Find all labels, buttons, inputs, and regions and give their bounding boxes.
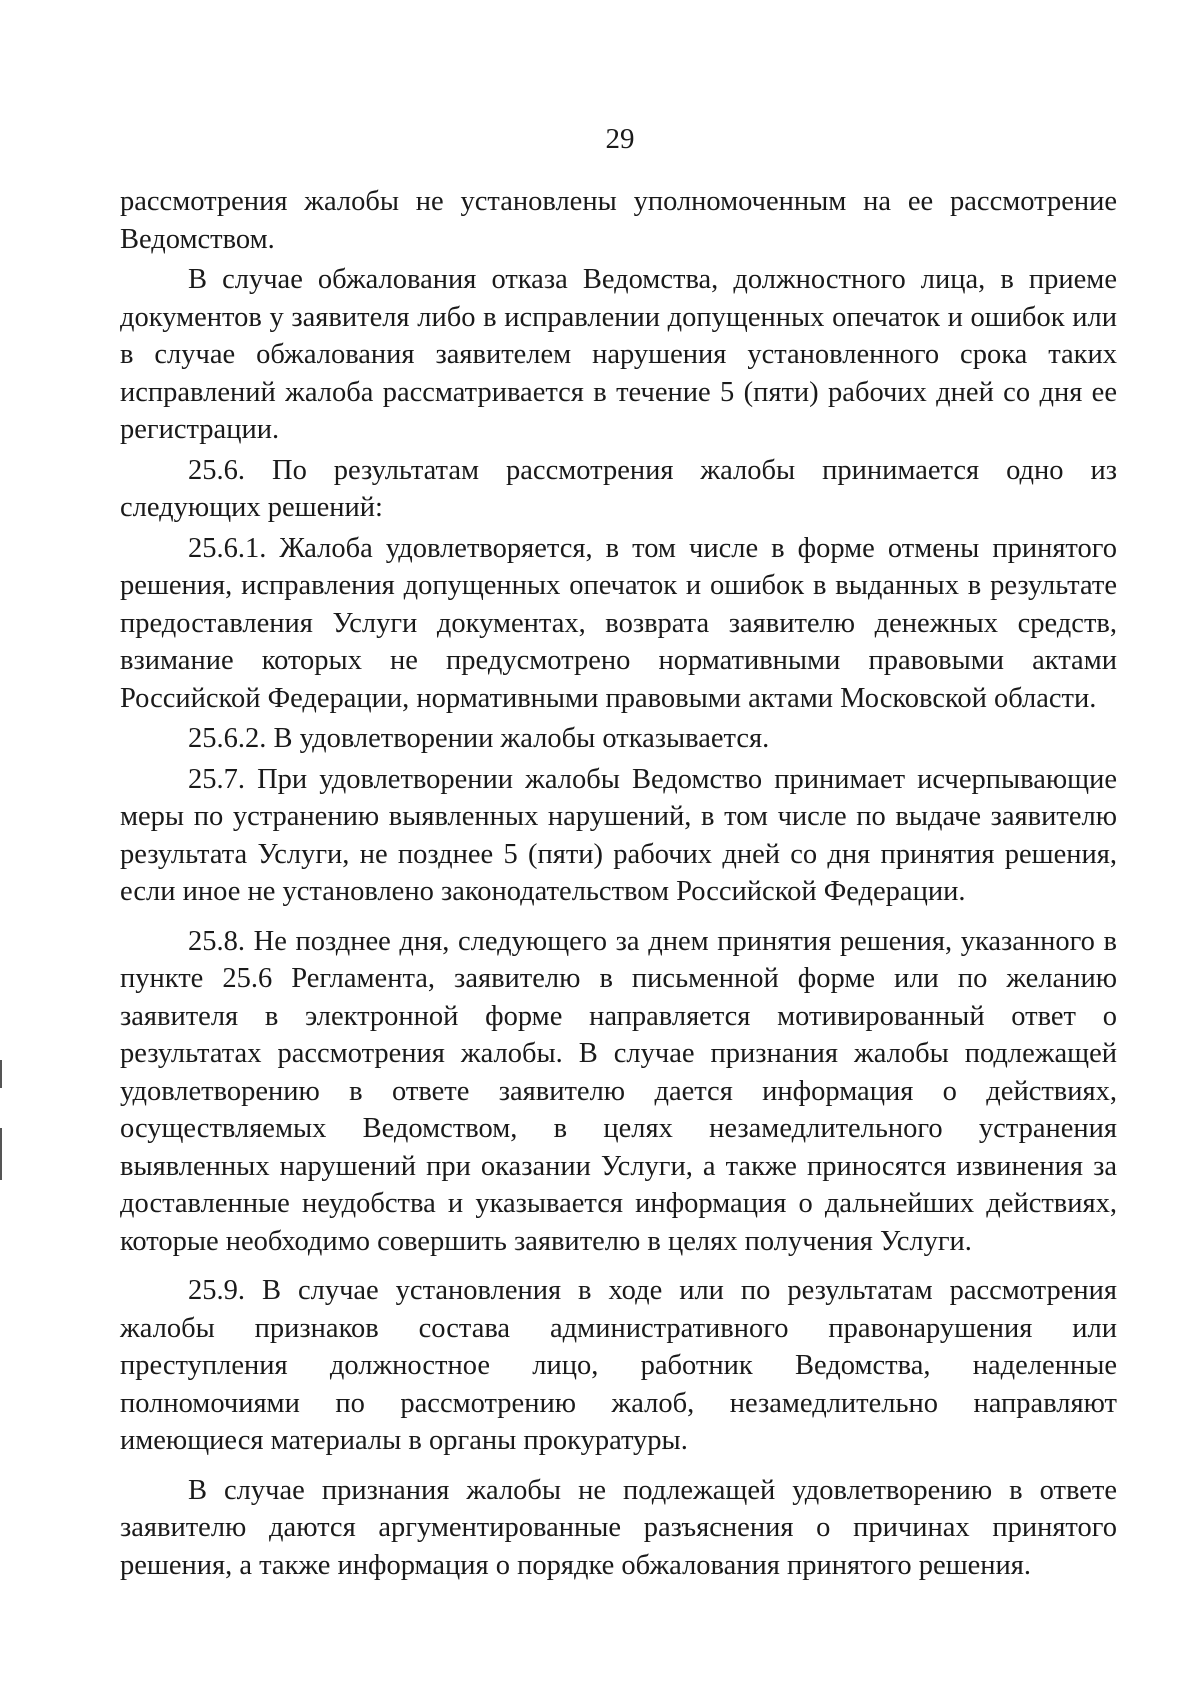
paragraph-25-9: 25.9. В случае установления в ходе или по результатам рассмотрения жалобы признаков состава административного правонарушения или преступления должностное лицо, работник Ведомства, наделенные полномочиями по рассмотрению жалоб, незамедлительно направляют имеющиеся материалы в органы прокуратуры. [120,1275,1117,1456]
page-number: 29 [605,123,635,155]
paragraph-25-8: 25.8. Не позднее дня, следующего за днем принятия решения, указанного в пункте 25.6 Регламента, заявителю в письменной форме или по желанию заявителя в электронной форме направляется мотивированный ответ о результатах рассмотрения жалобы. В случае признания жалобы подлежащей удовлетворению в ответе заявителю дается информация о действиях, осуществляемых Ведомством, в целях незамедлительного устранения выявленных нарушений при оказании Услуги, а также приносятся извинения за доставленные неудобства и указывается информация о дальнейших действиях, которые необходимо совершить заявителю в целях получения Услуги. [120,925,1117,1257]
paragraph-continuation: рассмотрения жалобы не установлены уполномоченным на ее рассмотрение Ведомством. [120,186,1117,255]
paragraph-rejection-answer: В случае признания жалобы не подлежащей удовлетворению в ответе заявителю даются аргументированные разъяснения о причинах принятого решения, а также информация о порядке обжалования принятого решения. [120,1474,1117,1581]
document-body [120,183,1117,1584]
paragraph-25-6-2: 25.6.2. В удовлетворении жалобы отказывается. [188,723,770,754]
scan-edge-mark [0,1128,2,1180]
scan-edge-mark [0,1060,2,1088]
paragraph-appeal-refusal: В случае обжалования отказа Ведомства, должностного лица, в приеме документов у заявителя либо в исправлении допущенных опечаток и ошибок или в случае обжалования заявителем нарушения установленного срока таких исправлений жалоба рассматривается в течение 5 (пяти) рабочих дней со дня ее регистрации. [120,264,1117,445]
paragraph-25-6-1: 25.6.1. Жалоба удовлетворяется, в том числе в форме отмены принятого решения, исправления допущенных опечаток и ошибок в выданных в результате предоставления Услуги документах, возврата заявителю денежных средств, взимание которых не предусмотрено нормативными правовыми актами Российской Федерации, нормативными правовыми актами Московской области. [120,532,1117,714]
paragraph-25-6: 25.6. По результатам рассмотрения жалобы принимается одно из следующих решений: [120,454,1117,523]
paragraph-25-7: 25.7. При удовлетворении жалобы Ведомство принимает исчерпывающие меры по устранению выявленных нарушений, в том числе по выдаче заявителю результата Услуги, не позднее 5 (пяти) рабочих дней со дня принятия решения, если иное не установлено законодательством Российской Федерации. [120,763,1117,907]
